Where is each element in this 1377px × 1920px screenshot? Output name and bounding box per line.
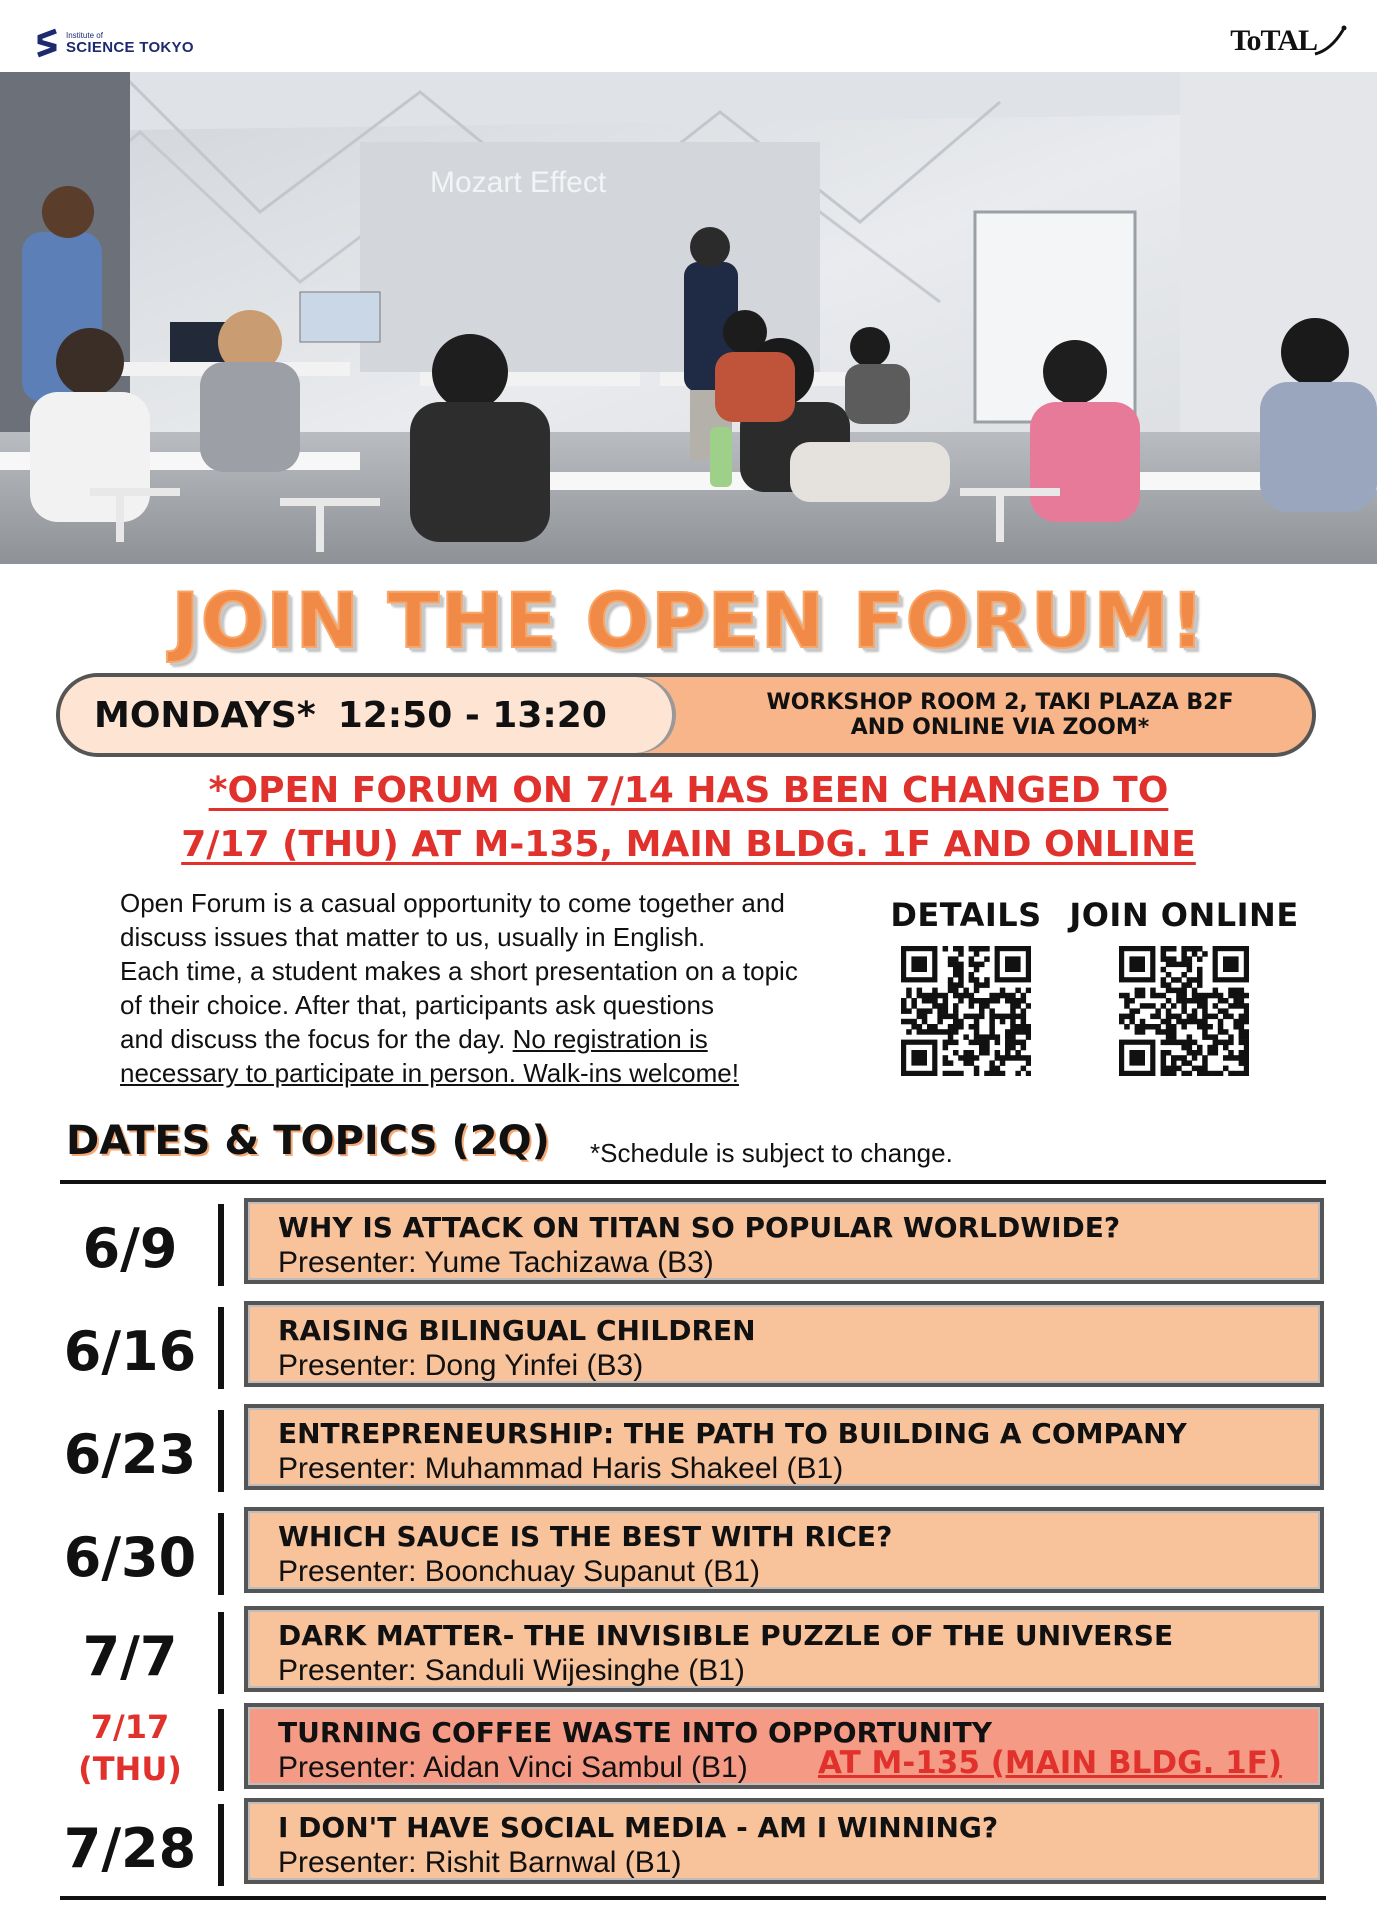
row-divider bbox=[218, 1410, 224, 1492]
topic-title: RAISING BILINGUAL CHILDREN bbox=[278, 1314, 756, 1347]
row-divider bbox=[218, 1804, 224, 1886]
description-line: of their choice. After that, participants ask questions bbox=[120, 990, 714, 1020]
topic-row bbox=[244, 1507, 1324, 1593]
partner-logo-text: ToTAL bbox=[1230, 24, 1317, 57]
topic-row bbox=[244, 1798, 1324, 1884]
institution-name: SCIENCE TOKYO bbox=[66, 38, 194, 56]
join-online-label: JOIN ONLINE bbox=[1069, 896, 1299, 934]
institution-small-label: Institute of bbox=[66, 30, 103, 40]
topic-title: ENTREPRENEURSHIP: THE PATH TO BUILDING A COMPANY bbox=[278, 1417, 1187, 1450]
venue-change-note: AT M-135 (MAIN BLDG. 1F) bbox=[818, 1745, 1283, 1781]
topic-row-highlight bbox=[244, 1703, 1324, 1789]
description-line: Each time, a student makes a short presentation on a topic bbox=[120, 956, 798, 986]
forum-description bbox=[120, 886, 820, 1090]
walk-in-note-1: No registration is bbox=[512, 1024, 708, 1054]
topic-row bbox=[244, 1404, 1324, 1490]
partner-logo bbox=[1230, 24, 1349, 58]
topic-presenter: Presenter: Aidan Vinci Sambul (B1) bbox=[278, 1751, 748, 1784]
row-date: 6/9 bbox=[82, 1217, 178, 1280]
description-line: discuss issues that matter to us, usually in English. bbox=[120, 922, 706, 952]
join-online-qr-icon[interactable] bbox=[1119, 946, 1249, 1076]
dates-topics-heading: DATES & TOPICS (2Q) bbox=[66, 1118, 550, 1164]
schedule-time: 12:50 - 13:20 bbox=[337, 694, 607, 736]
slide-title-text: Mozart Effect bbox=[430, 166, 607, 199]
row-divider bbox=[218, 1513, 224, 1595]
notice-line-1: *OPEN FORUM ON 7/14 HAS BEEN CHANGED TO bbox=[208, 770, 1169, 811]
join-online-qr-block[interactable] bbox=[1054, 896, 1314, 1080]
change-notice bbox=[0, 764, 1377, 872]
schedule-banner bbox=[56, 673, 1316, 757]
topic-presenter: Presenter: Boonchuay Supanut (B1) bbox=[278, 1555, 760, 1588]
topic-title: WHICH SAUCE IS THE BEST WITH RICE? bbox=[278, 1520, 893, 1553]
topic-presenter: Presenter: Rishit Barnwal (B1) bbox=[278, 1846, 682, 1879]
row-divider bbox=[218, 1709, 224, 1791]
notice-line-2: 7/17 (THU) AT M-135, MAIN BLDG. 1F AND ONLINE bbox=[181, 824, 1196, 865]
schedule-day: MONDAYS* bbox=[94, 694, 316, 736]
topic-row bbox=[244, 1301, 1324, 1387]
topic-presenter: Presenter: Yume Tachizawa (B3) bbox=[278, 1246, 714, 1279]
row-divider bbox=[218, 1204, 224, 1286]
institution-logo bbox=[36, 28, 194, 58]
row-date: 6/30 bbox=[63, 1526, 197, 1589]
schedule-location bbox=[700, 677, 1300, 753]
topic-title: TURNING COFFEE WASTE INTO OPPORTUNITY bbox=[278, 1716, 992, 1749]
row-date-line-1: 7/17 bbox=[90, 1708, 170, 1746]
institution-s-icon bbox=[36, 28, 58, 58]
topic-presenter: Presenter: Muhammad Haris Shakeel (B1) bbox=[278, 1452, 844, 1485]
row-divider bbox=[218, 1612, 224, 1694]
forum-photo bbox=[0, 72, 1377, 564]
page-title: JOIN THE OPEN FORUM! bbox=[171, 576, 1206, 665]
topic-presenter: Presenter: Dong Yinfei (B3) bbox=[278, 1349, 644, 1382]
topic-row bbox=[244, 1198, 1324, 1284]
swoosh-icon bbox=[1313, 24, 1349, 58]
divider bbox=[60, 1180, 1326, 1184]
row-date-line-2: (THU) bbox=[78, 1750, 182, 1788]
description-line-text: and discuss the focus for the day. bbox=[120, 1024, 506, 1054]
topic-title: WHY IS ATTACK ON TITAN SO POPULAR WORLDWIDE? bbox=[278, 1211, 1121, 1244]
walk-in-note-2: necessary to participate in person. Walk-ins welcome! bbox=[120, 1058, 739, 1088]
details-label: DETAILS bbox=[890, 896, 1042, 934]
topic-title: I DON'T HAVE SOCIAL MEDIA - AM I WINNING? bbox=[278, 1811, 999, 1844]
schedule-change-note: *Schedule is subject to change. bbox=[590, 1138, 953, 1168]
row-date-highlight bbox=[50, 1706, 210, 1790]
row-date: 7/28 bbox=[63, 1817, 197, 1880]
row-date: 6/16 bbox=[63, 1320, 197, 1383]
topic-presenter: Presenter: Sanduli Wijesinghe (B1) bbox=[278, 1654, 745, 1687]
description-line bbox=[120, 1022, 820, 1056]
topic-title: DARK MATTER- THE INVISIBLE PUZZLE OF THE UNIVERSE bbox=[278, 1619, 1174, 1652]
description-line: Open Forum is a casual opportunity to come together and bbox=[120, 888, 785, 918]
row-date: 6/23 bbox=[63, 1423, 197, 1486]
details-qr-icon[interactable] bbox=[901, 946, 1031, 1076]
location-line-1: WORKSHOP ROOM 2, TAKI PLAZA B2F bbox=[766, 689, 1234, 715]
location-line-2: AND ONLINE VIA ZOOM* bbox=[850, 715, 1150, 740]
schedule-day-time bbox=[60, 677, 672, 753]
row-divider bbox=[218, 1307, 224, 1389]
divider bbox=[60, 1896, 1326, 1900]
topic-row bbox=[244, 1606, 1324, 1692]
row-date: 7/7 bbox=[82, 1625, 178, 1688]
